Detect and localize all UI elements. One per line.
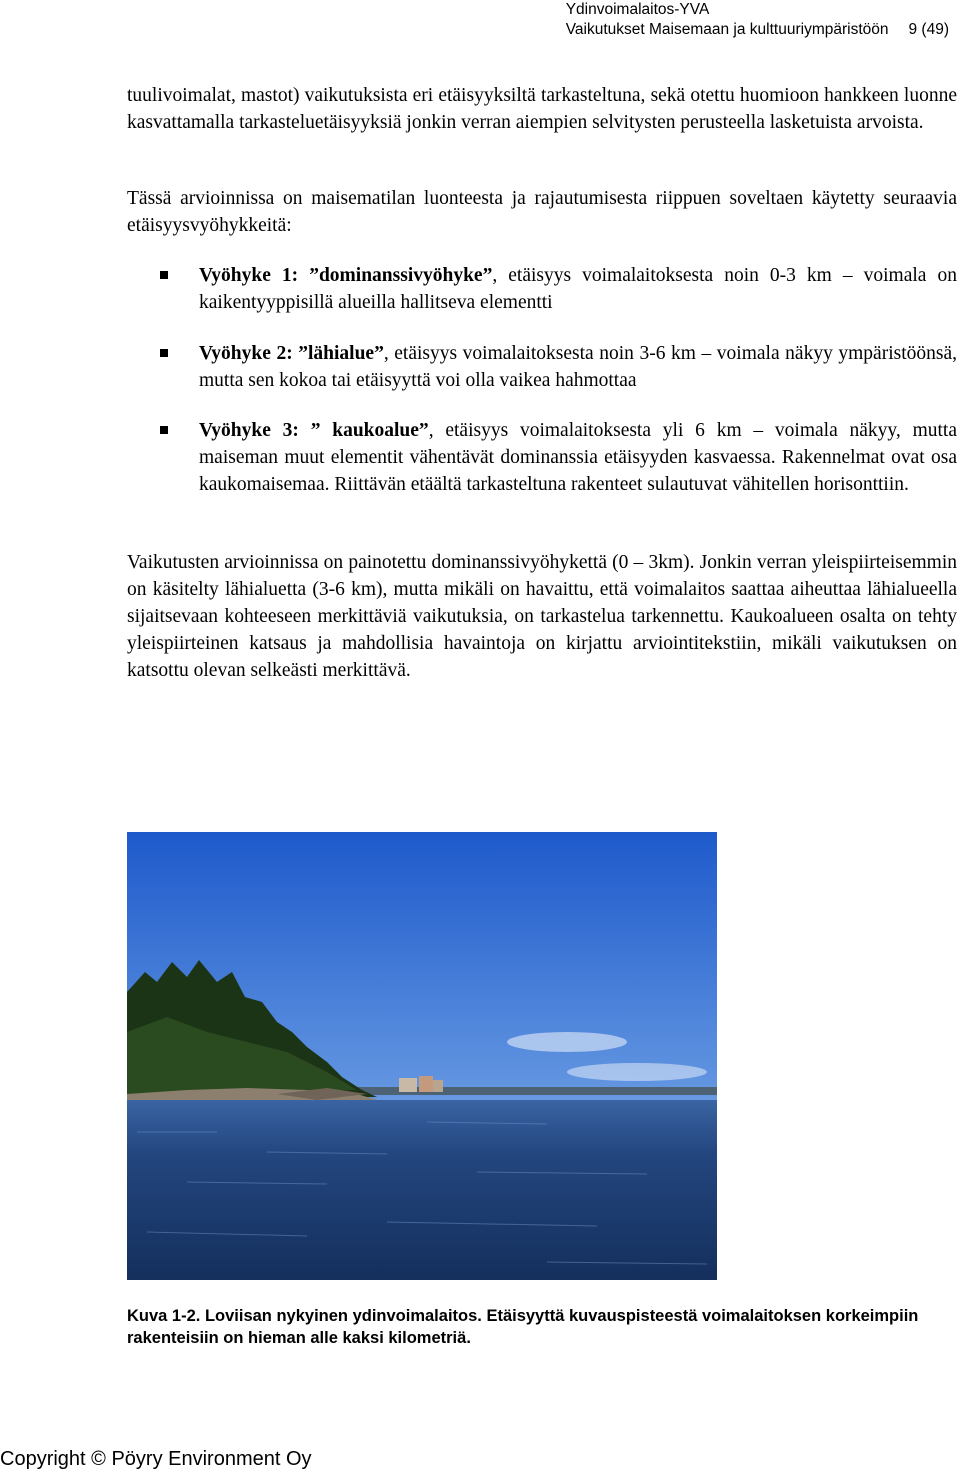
bullet-square-icon	[160, 426, 168, 434]
zones-intro-paragraph: Tässä arvioinnissa on maisematilan luonteesta ja rajautumisesta riippuen soveltaen käytetty seuraavia etäisyysvyöhykkeitä:	[127, 188, 957, 236]
bullet-square-icon	[160, 271, 168, 279]
zone-description: , etäisyys voimalaitoksesta noin 3-6 km – voimala näkyy ympäristöönsä, mutta sen kokoa tai etäisyyttä voi olla vaikea hahmottaa	[199, 343, 957, 391]
zone-label: Vyöhyke 1: ”dominanssivyöhyke”	[199, 265, 493, 286]
figure-caption: Kuva 1-2. Loviisan nykyinen ydinvoimalaitos. Etäisyyttä kuvauspisteestä voimalaitoksen korkeimpiin rakenteisiin on hieman alle kaksi kilometriä.	[127, 1307, 919, 1347]
zone-text	[199, 417, 957, 498]
zone-text	[199, 262, 957, 316]
zone-description: , etäisyys voimalaitoksesta noin 0-3 km – voimala on kaikentyyppisillä alueilla hallitseva elementti	[199, 265, 957, 313]
zone-description: , etäisyys voimalaitoksesta yli 6 km – voimala näkyy, mutta maiseman muut elementit vähentävät dominanssia etäisyyden kasvaessa. Rakennelmat ovat osa kaukomaisemaa. Riittävän etäältä tarkasteltuna rakenteet sulautuvat vähitellen horisonttiin.	[199, 420, 957, 495]
page-header	[566, 0, 949, 40]
bullet-square-icon	[160, 349, 168, 357]
zone-item	[160, 340, 957, 394]
intro-paragraph: tuulivoimalat, mastot) vaikutuksista eri etäisyyksiltä tarkasteltuna, sekä otettu huomioon hankkeen luonne kasvattamalla tarkasteluetäisyyksiä jonkin verran aiempien selvitysten perusteella lasketuista arvoista.	[127, 85, 957, 133]
zone-item	[160, 262, 957, 316]
section-title-line	[566, 20, 949, 40]
zone-label: Vyöhyke 3: ” kaukoalue”	[199, 420, 429, 441]
zone-label: Vyöhyke 2: ”lähialue”	[199, 343, 384, 364]
page-number: 9 (49)	[908, 21, 949, 38]
document-title: Ydinvoimalaitos-YVA	[565, 1, 710, 18]
copyright-footer: Copyright © Pöyry Environment Oy	[0, 1448, 312, 1470]
assessment-paragraph: Vaikutusten arvioinnissa on painotettu dominanssivyöhykettä (0 – 3km). Jonkin verran yleispiirteisemmin on käsitelty lähialuetta (3-6 km), mutta mikäli on havaittu, että voimalaitos saattaa aiheuttaa lähialueella sijaitsevaan kohteeseen merkittäviä vaikutuksia, on tarkastelua tarkennettu. Kaukoalueen osalta on tehty yleispiirteinen katsaus ja mahdollisia havaintoja on kirjattu arviointitekstiin, mikäli vaikutuksen on katsottu olevan selkeästi merkittävä.	[127, 552, 957, 681]
zone-item	[160, 417, 957, 498]
section-title: Vaikutukset Maisemaan ja kulttuuriympäristöön	[565, 21, 889, 38]
zone-text	[199, 340, 957, 394]
photo-nuclear-plant-from-sea	[127, 832, 717, 1280]
